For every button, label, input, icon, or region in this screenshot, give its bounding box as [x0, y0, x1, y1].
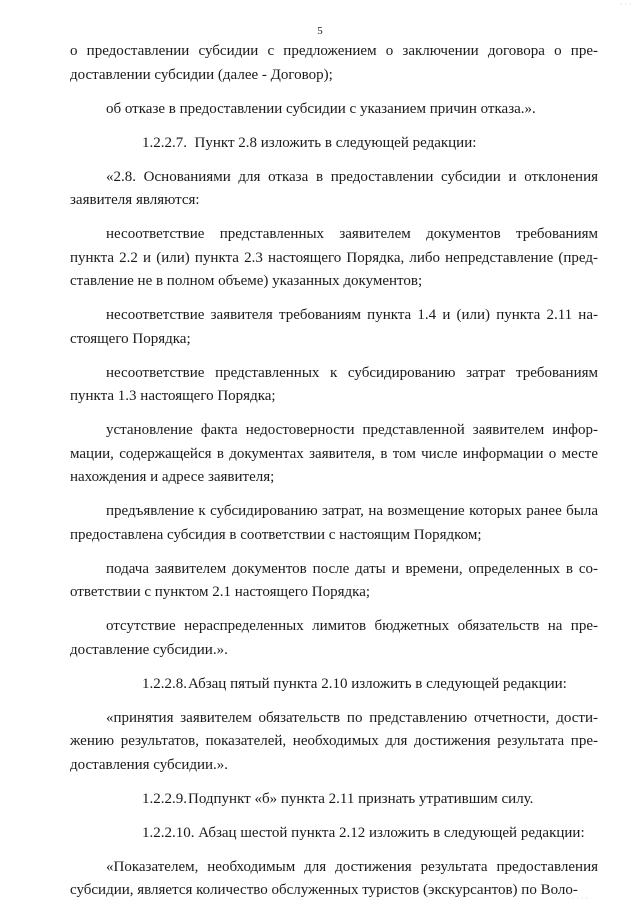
paragraph-decision-grant: о предоставлении субсидии с предложением о заключении договора о предоставлении субсидии (далее - Договор);	[70, 43, 598, 83]
corner-mark-top: · · ·	[620, 0, 632, 9]
page-number: 5	[317, 25, 323, 37]
paragraph-obligations: «принятия заявителем обязательств по представлению отчетности, достижению результатов, показателей, необходимых для достижения результата предоставления субсидии.».	[70, 709, 598, 773]
paragraph-ground-late-submission: подача заявителем документов после даты и времени, определенных в соответствии с пунктом 2.1 настоящего Порядка;	[70, 560, 598, 600]
paragraph-item-1-2-2-9	[70, 788, 598, 812]
paragraph-ground-prior-subsidy: предъявление к субсидированию затрат, на возмещение которых ранее была предоставлена субсидия в соответствии с настоящим Порядком;	[70, 503, 598, 543]
item-number: 1.2.2.10.	[142, 824, 195, 841]
paragraph-ground-no-limits: отсутствие нераспределенных лимитов бюджетных обязательств на предоставление субсидии.».	[70, 618, 598, 658]
item-number: 1.2.2.7.	[142, 134, 187, 151]
item-text: Абзац пятый пункта 2.10 изложить в следующей редакции:	[188, 675, 567, 692]
item-text: Подпункт «б» пункта 2.11 признать утратившим силу.	[188, 790, 534, 807]
paragraph-ground-documents: несоответствие представленных заявителем документов требованиям пункта 2.2 и (или) пункта 2.3 настоящего Порядка, либо непредставление (представление не в полном объеме) указанных документов;	[70, 226, 598, 289]
paragraph-item-1-2-2-8	[70, 673, 598, 697]
paragraph-2-8-intro: «2.8. Основаниями для отказа в предоставлении субсидии и отклонения заявителя являются:	[70, 168, 598, 208]
item-number: 1.2.2.8.	[142, 675, 187, 692]
paragraph-indicator: «Показателем, необходимым для достижения результата предоставления субсидии, является количество обслуженных туристов (экскурсантов) по Воло-	[70, 858, 598, 898]
paragraph-item-1-2-2-10	[70, 822, 598, 846]
paragraph-ground-false-info: установление факта недостоверности представленной заявителем информации, содержащейся в документах заявителя, в том числе информации о месте нахождения и адресе заявителя;	[70, 422, 598, 485]
corner-mark-bottom: · · · ·	[571, 894, 588, 903]
paragraph-ground-applicant: несоответствие заявителя требованиям пункта 1.4 и (или) пункта 2.11 настоящего Порядка;	[70, 307, 598, 347]
paragraph-ground-costs: несоответствие представленных к субсидированию затрат требованиям пункта 1.3 настоящего Порядка;	[70, 364, 598, 404]
item-number: 1.2.2.9.	[142, 790, 187, 807]
paragraph-item-1-2-2-7	[70, 132, 598, 156]
item-text: Пункт 2.8 изложить в следующей редакции:	[194, 134, 477, 151]
document-body	[70, 40, 598, 913]
item-text: Абзац шестой пункта 2.12 изложить в следующей редакции:	[198, 824, 585, 841]
paragraph-decision-refusal: об отказе в предоставлении субсидии с указанием причин отказа.».	[106, 100, 536, 117]
